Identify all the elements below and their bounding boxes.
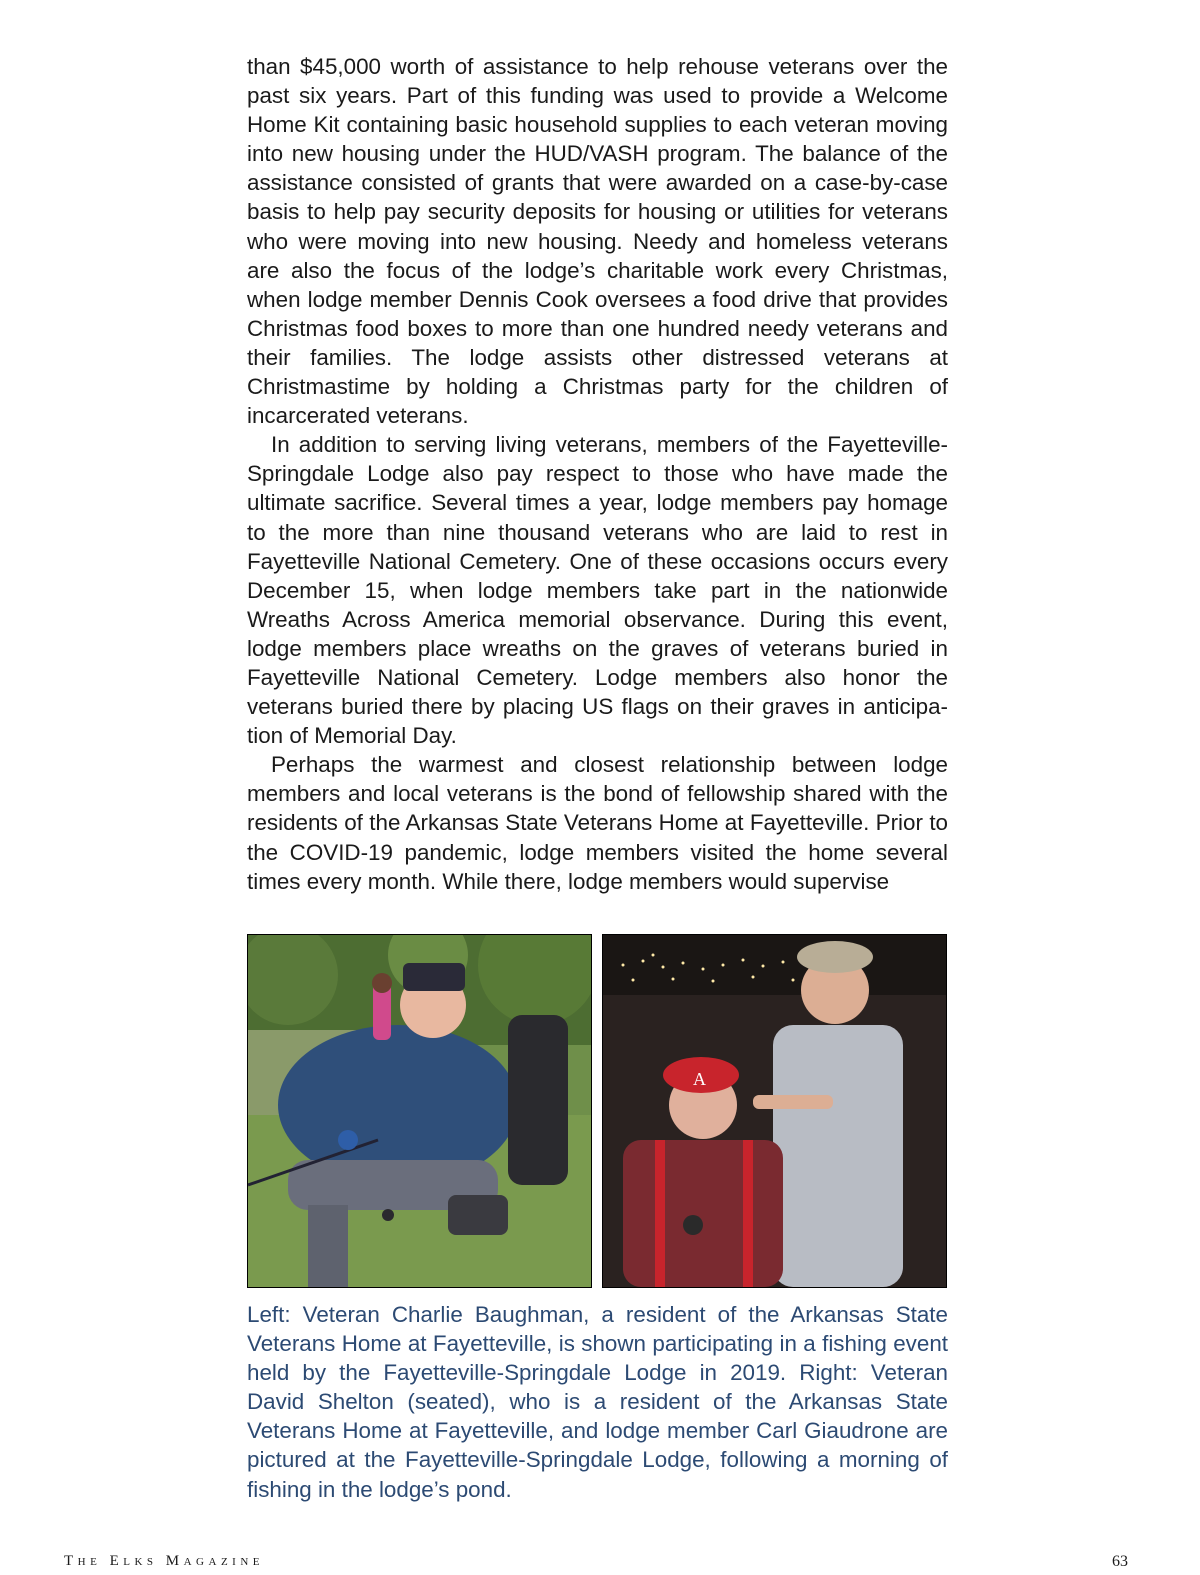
photo-pair (247, 934, 948, 1288)
photo-veteran-fishing (247, 934, 592, 1288)
paragraph-2: In addition to serving living veterans, members of the Fayetteville-Springdale Lodge also pay respect to those who have made the ultimate sacrifice. Several times a year, lodge members pay homage to the more than nine thousand veterans who are laid to rest in Fayetteville National Cemetery. One of these occasions occurs every December 15, when lodge members take part in the nationwide Wreaths Across America memorial observance. During this event, lodge members place wreaths on the graves of veterans buried in Fayetteville National Cemetery. Lodge members also honor the veterans buried there by placing US flags on their graves in anticipation of Memorial Day. (247, 432, 948, 749)
photo-veterans-lodge (602, 934, 947, 1288)
footer-page-number: 63 (1112, 1553, 1128, 1570)
razorback-cap-emblem: A (693, 1069, 706, 1089)
photo-veterans-lodge-illustration (603, 935, 946, 1287)
paragraph-3: Perhaps the warmest and closest relationship between lodge members and local veterans is the bond of fellowship shared with the residents of the Arkansas State Veterans Home at Fayetteville. Prior to the COVID-19 pandemic, lodge members visited the home several times every month. While there, lodge members would supervise (247, 752, 948, 894)
photo-veteran-fishing-illustration (248, 935, 591, 1287)
paragraph-1: than $45,000 worth of assistance to help rehouse veterans over the past six years. Part of this funding was used to provide a Welcome Home Kit containing basic household supplies to each veteran moving into new housing under the HUD/VASH program. The balance of the assistance consisted of grants that were awarded on a case-by-case basis to help pay security deposits for housing or utilities for veterans who were moving into new housing. Needy and homeless veterans are also the focus of the lodge’s charitable work every Christmas, when lodge member Dennis Cook oversees a food drive that provides Christmas food boxes to more than one hundred needy veterans and their families. The lodge assists other distressed veterans at Christmastime by holding a Christmas party for the children of incarcerated veterans. (247, 54, 948, 429)
article-body (247, 52, 948, 896)
footer-publication-name: The Elks Magazine (64, 1553, 264, 1569)
photo-caption: Left: Veteran Charlie Baughman, a resident of the Arkansas State Veterans Home at Fayetteville, is shown participating in a fishing event held by the Fayetteville-Springdale Lodge in 2019. Right: Veteran David Shelton (seated), who is a resident of the Arkansas State Veterans Home at Fayetteville, and lodge member Carl Giaudrone are pictured at the Fayetteville-Springdale Lodge, following a morning of fishing in the lodge’s pond. (247, 1302, 948, 1502)
